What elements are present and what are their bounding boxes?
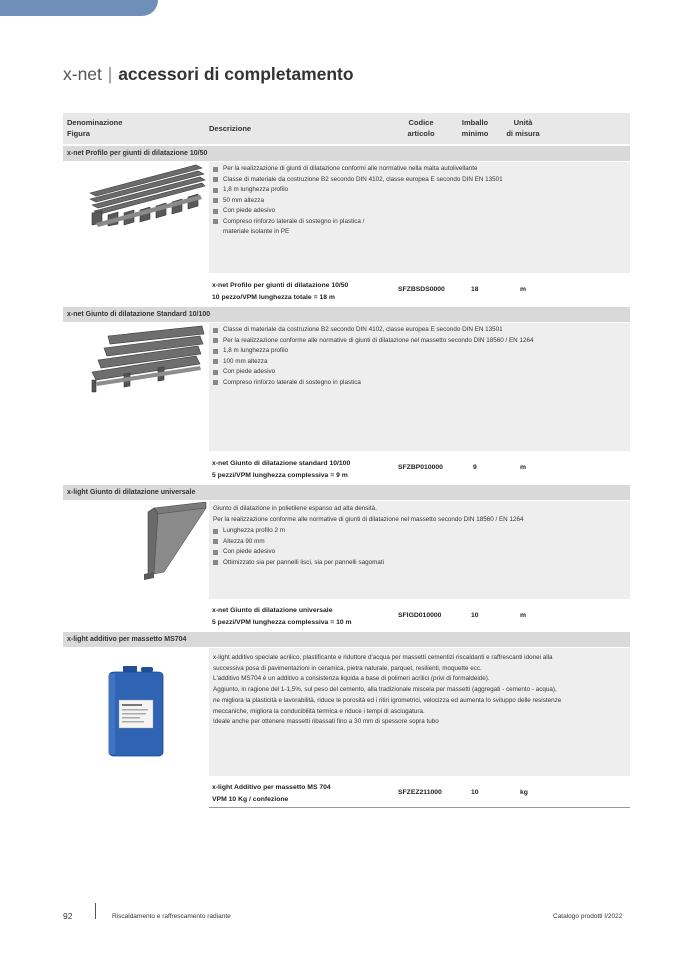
unit: m xyxy=(520,612,527,619)
bullet-item: Altezza 90 mm xyxy=(213,537,384,548)
table-header xyxy=(63,113,630,144)
profile-strips-image xyxy=(88,163,206,228)
bullet-item: Lunghezza profilo 2 m xyxy=(213,526,384,537)
header-name: Denominazione Figura xyxy=(67,118,123,138)
page-number: 92 xyxy=(63,911,73,921)
bullet-list xyxy=(213,325,533,388)
bullet-item: 1,8 m lunghezza profilo xyxy=(213,346,533,357)
footer-divider xyxy=(95,903,96,919)
article-code: SFZBSDS0000 xyxy=(398,286,445,293)
bullet-item: Compreso rinforzo laterale di sostegno in plastica xyxy=(213,378,533,389)
bullet-item: Per la realizzazione conforme alle normative di giunti di dilatazione nel massetto secondo DIN 18560 / EN 1264 xyxy=(213,336,533,347)
description-paragraph: x-light additivo speciale acrilico, plastificante e riduttore d'acqua per massetti cementizi riscaldanti e raffrescanti idonei alla successiva posa di pavimentazioni in ceramica, pietra naturale, parquet, resilienti, moquette ecc. L'additivo MS704 è un additivo a consistenza liquida a base di polimeri acrilici (privi di formaldeide). Aggiunto, in ragione del 1-1,5%, sul peso del cemento, alla tradizionale miscela per massetti (aggregati - cemento - acqua), ne migliora la plasticità e lavorabilità, riduce le porosità ed i ritiri igrometrici, velocizza ed aumenta lo sviluppo delle resistenze meccaniche, migliora la conducibilità termica e riduce i tempi di asciugatura. Ideale anche per ottenere massetti ribassati fino a 30 mm di spessore sopra tubo xyxy=(213,654,562,726)
pack-quantity: 10 xyxy=(471,789,479,796)
footer-section-title: Riscaldamento e raffrescamento radiante xyxy=(112,913,231,920)
bullet-item: Classe di materiale da costruzione B2 secondo DIN 4102, classe europea E secondo DIN EN 13501 xyxy=(213,325,533,336)
pack-quantity: 10 xyxy=(471,612,479,619)
order-name: x-net Giunto di dilatazione standard 10/100 5 pezzi/VPM lunghezza complessiva = 9 m xyxy=(212,460,351,479)
bullet-item: Classe di materiale da costruzione B2 secondo DIN 4102, classe europea E secondo DIN EN 13501 xyxy=(213,175,503,186)
bullet-item: Ottimizzato sia per pannelli lisci, sia per pannelli sagomati xyxy=(213,558,384,569)
unit: m xyxy=(520,286,527,293)
pack-quantity: 18 xyxy=(471,286,479,293)
top-corner-tab xyxy=(0,0,158,16)
order-name: x-net Profilo per giunti di dilatazione 10/50 10 pezzo/VPM lunghezza totale = 18 m xyxy=(212,282,349,301)
section-band: x-light Giunto di dilatazione universale xyxy=(63,485,630,500)
pack-quantity: 9 xyxy=(473,464,477,471)
intro-text: Giunto di dilatazione in polietilene espanso ad alta densità. Per la realizzazione conforme alle normative di giunti di dilatazione nel massetto secondo DIN 18560 / EN 1264 xyxy=(213,505,524,523)
header-pack: Imballo minimo xyxy=(461,118,489,138)
bullet-item: Per la realizzazione di giunti di dilatazione conformi alle normative nella malta autolivellante xyxy=(213,164,503,175)
canister-image xyxy=(105,664,167,758)
title-prefix: x-net xyxy=(63,64,102,84)
bullet-item: Con piede adesivo xyxy=(213,547,384,558)
article-code: SFZBP010000 xyxy=(398,464,443,471)
title-separator: | xyxy=(107,64,113,84)
standard-joint-image xyxy=(88,324,206,396)
bullet-list xyxy=(213,164,503,238)
unit: m xyxy=(520,464,527,471)
bullet-item: Con piede adesivo xyxy=(213,206,503,217)
unit: kg xyxy=(520,789,528,796)
footer-catalog: Catalogo prodotti I/2022 xyxy=(553,913,623,920)
header-unit: Unità di misura xyxy=(506,118,540,138)
bullet-item: 100 mm altezza xyxy=(213,357,533,368)
bullet-item: 1,8 m lunghezza profilo xyxy=(213,185,503,196)
section-band: x-light additivo per massetto MS704 xyxy=(63,632,630,647)
bullet-item: 50 mm altezza xyxy=(213,196,503,207)
header-code: Codice articolo xyxy=(407,118,435,138)
section-band: x-net Giunto di dilatazione Standard 10/100 xyxy=(63,307,630,322)
section-band: x-net Profilo per giunti di dilatazione 10/50 xyxy=(63,146,630,161)
article-code: SFZEZ211000 xyxy=(398,789,442,796)
foam-profile-image xyxy=(140,502,208,582)
bullet-item: Con piede adesivo xyxy=(213,367,533,378)
bullet-continuation: materiale isolante in PE xyxy=(223,228,290,235)
bullet-list xyxy=(213,526,384,568)
order-name: x-light Additivo per massetto MS 704 VPM 10 Kg / confezione xyxy=(212,784,331,803)
table-bottom-rule xyxy=(209,807,630,808)
title-main: accessori di completamento xyxy=(118,64,354,84)
order-name: x-net Giunto di dilatazione universale 5 pezzi/VPM lunghezza complessiva = 10 m xyxy=(212,607,352,626)
article-code: SFIGD010000 xyxy=(398,612,442,619)
page-title xyxy=(63,64,354,85)
header-description: Descrizione xyxy=(209,124,252,133)
bullet-item: Compreso rinforzo laterale di sostegno in plastica / xyxy=(213,217,503,228)
